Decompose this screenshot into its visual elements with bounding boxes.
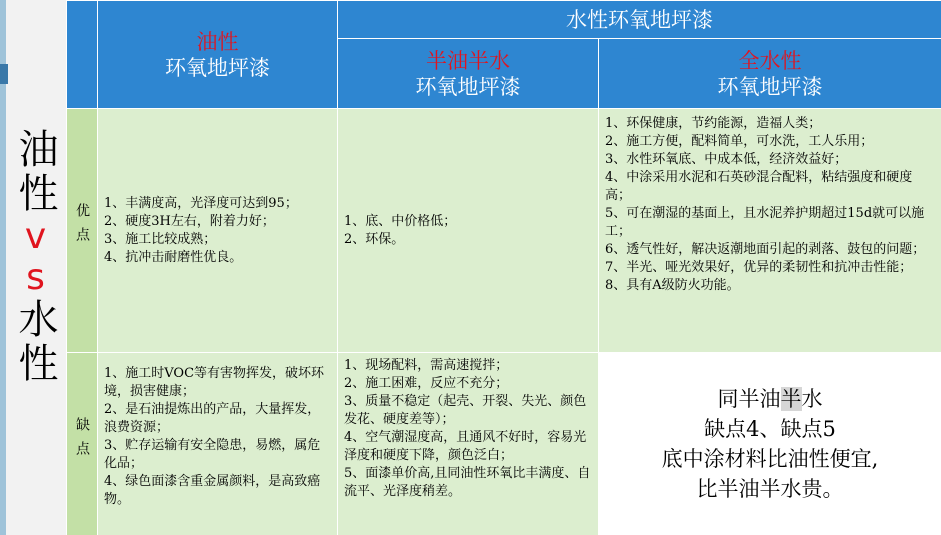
- header-full-red: 全水性: [738, 48, 802, 73]
- list-item: 3、质量不稳定（起壳、开裂、失光、颜色发花、硬度差等）；: [344, 394, 587, 427]
- list-item: 4、绿色面漆含重金属颜料，是高致癌物。: [104, 474, 321, 507]
- list-item: 3、贮存运输有安全隐患，易燃，属危化品；: [104, 438, 321, 471]
- side-title-water: 水性: [12, 298, 58, 386]
- list-item: 2、硬度3H左右，附着力好；: [104, 213, 275, 229]
- list-item: 3、施工比较成熟；: [104, 231, 217, 247]
- label-advantages-text: 优点: [74, 203, 90, 251]
- dis-full-line4: 比半油半水贵。: [696, 477, 844, 501]
- header-corner: [67, 1, 98, 109]
- cell-adv-semi: [338, 109, 599, 353]
- list-item: 4、抗冲击耐磨性优良。: [104, 249, 243, 265]
- list-item: 3、水性环氧底、中成本低，经济效益好；: [605, 152, 848, 167]
- list-item: 1、环保健康，节约能源，造福人类；: [605, 116, 822, 131]
- side-title: [6, 128, 64, 448]
- cell-dis-full: [599, 353, 941, 535]
- cell-dis-semi: [338, 353, 599, 535]
- list-item: 1、施工时VOC等有害物挥发，破坏环境，损害健康；: [104, 366, 325, 399]
- list-item: 5、面漆单价高,且同油性环氧比丰满度、自流平、光泽度稍差。: [344, 466, 591, 499]
- dis-full-line2: 缺点4、缺点5: [704, 417, 836, 441]
- header-semi-red: 半油半水: [426, 48, 510, 73]
- header-full-sub: 环氧地坪漆: [717, 74, 823, 99]
- list-item: 2、施工困难，反应不充分；: [344, 376, 509, 391]
- side-title-vs: vs: [15, 216, 56, 298]
- dis-full-line3: 底中涂材料比油性便宜,: [661, 447, 879, 471]
- cell-adv-oil: [98, 109, 338, 353]
- row-label-disadvantages: [67, 353, 98, 535]
- list-item: 4、中涂采用水泥和石英砂混合配料，粘结强度和硬度高；: [605, 170, 913, 203]
- header-semi: [338, 39, 599, 109]
- header-water-group: 水性环氧地坪漆: [338, 1, 941, 39]
- list-item: 2、是石油提炼出的产品，大量挥发，浪费资源；: [104, 402, 321, 435]
- list-item: 2、环保。: [344, 231, 405, 247]
- dis-full-line1-highlight: 半: [780, 387, 802, 411]
- cell-dis-oil: [98, 353, 338, 535]
- list-item: 2、施工方便，配料简单，可水洗，工人乐用；: [605, 134, 874, 149]
- header-semi-sub: 环氧地坪漆: [415, 74, 521, 99]
- header-full: [599, 39, 941, 109]
- left-edge-marker: [0, 64, 8, 84]
- side-title-oil: 油性: [12, 128, 58, 216]
- label-disadvantages-text: 缺点: [74, 416, 90, 465]
- row-label-advantages: [67, 109, 98, 353]
- list-item: 8、具有A级防火功能。: [605, 278, 740, 293]
- list-item: 1、底、中价格低；: [344, 213, 457, 229]
- dis-full-line1: [599, 384, 941, 414]
- dis-full-line1-a: 同半油: [717, 387, 781, 411]
- list-item: 1、现场配料，需高速搅拌；: [344, 358, 509, 373]
- header-oil-sub: 环氧地坪漆: [165, 55, 270, 80]
- list-item: 6、透气性好，解决返潮地面引起的剥落、鼓包的问题；: [605, 242, 926, 257]
- list-item: 7、半光、哑光效果好，优异的柔韧性和抗冲击性能；: [605, 260, 913, 275]
- dis-full-line1-b: 水: [801, 387, 823, 411]
- list-item: 5、可在潮湿的基面上，且水泥养护期超过15d就可以施工；: [605, 206, 925, 239]
- list-item: 4、空气潮湿度高，且通风不好时，容易光泽度和硬度下降，颜色泛白；: [344, 430, 587, 463]
- cell-adv-full: [599, 109, 941, 353]
- header-oil-red: 油性: [196, 29, 239, 54]
- left-strip: [0, 0, 66, 535]
- header-oil: [98, 1, 338, 109]
- list-item: 1、丰满度高，光泽度可达到95；: [104, 195, 298, 211]
- comparison-table: [66, 0, 941, 535]
